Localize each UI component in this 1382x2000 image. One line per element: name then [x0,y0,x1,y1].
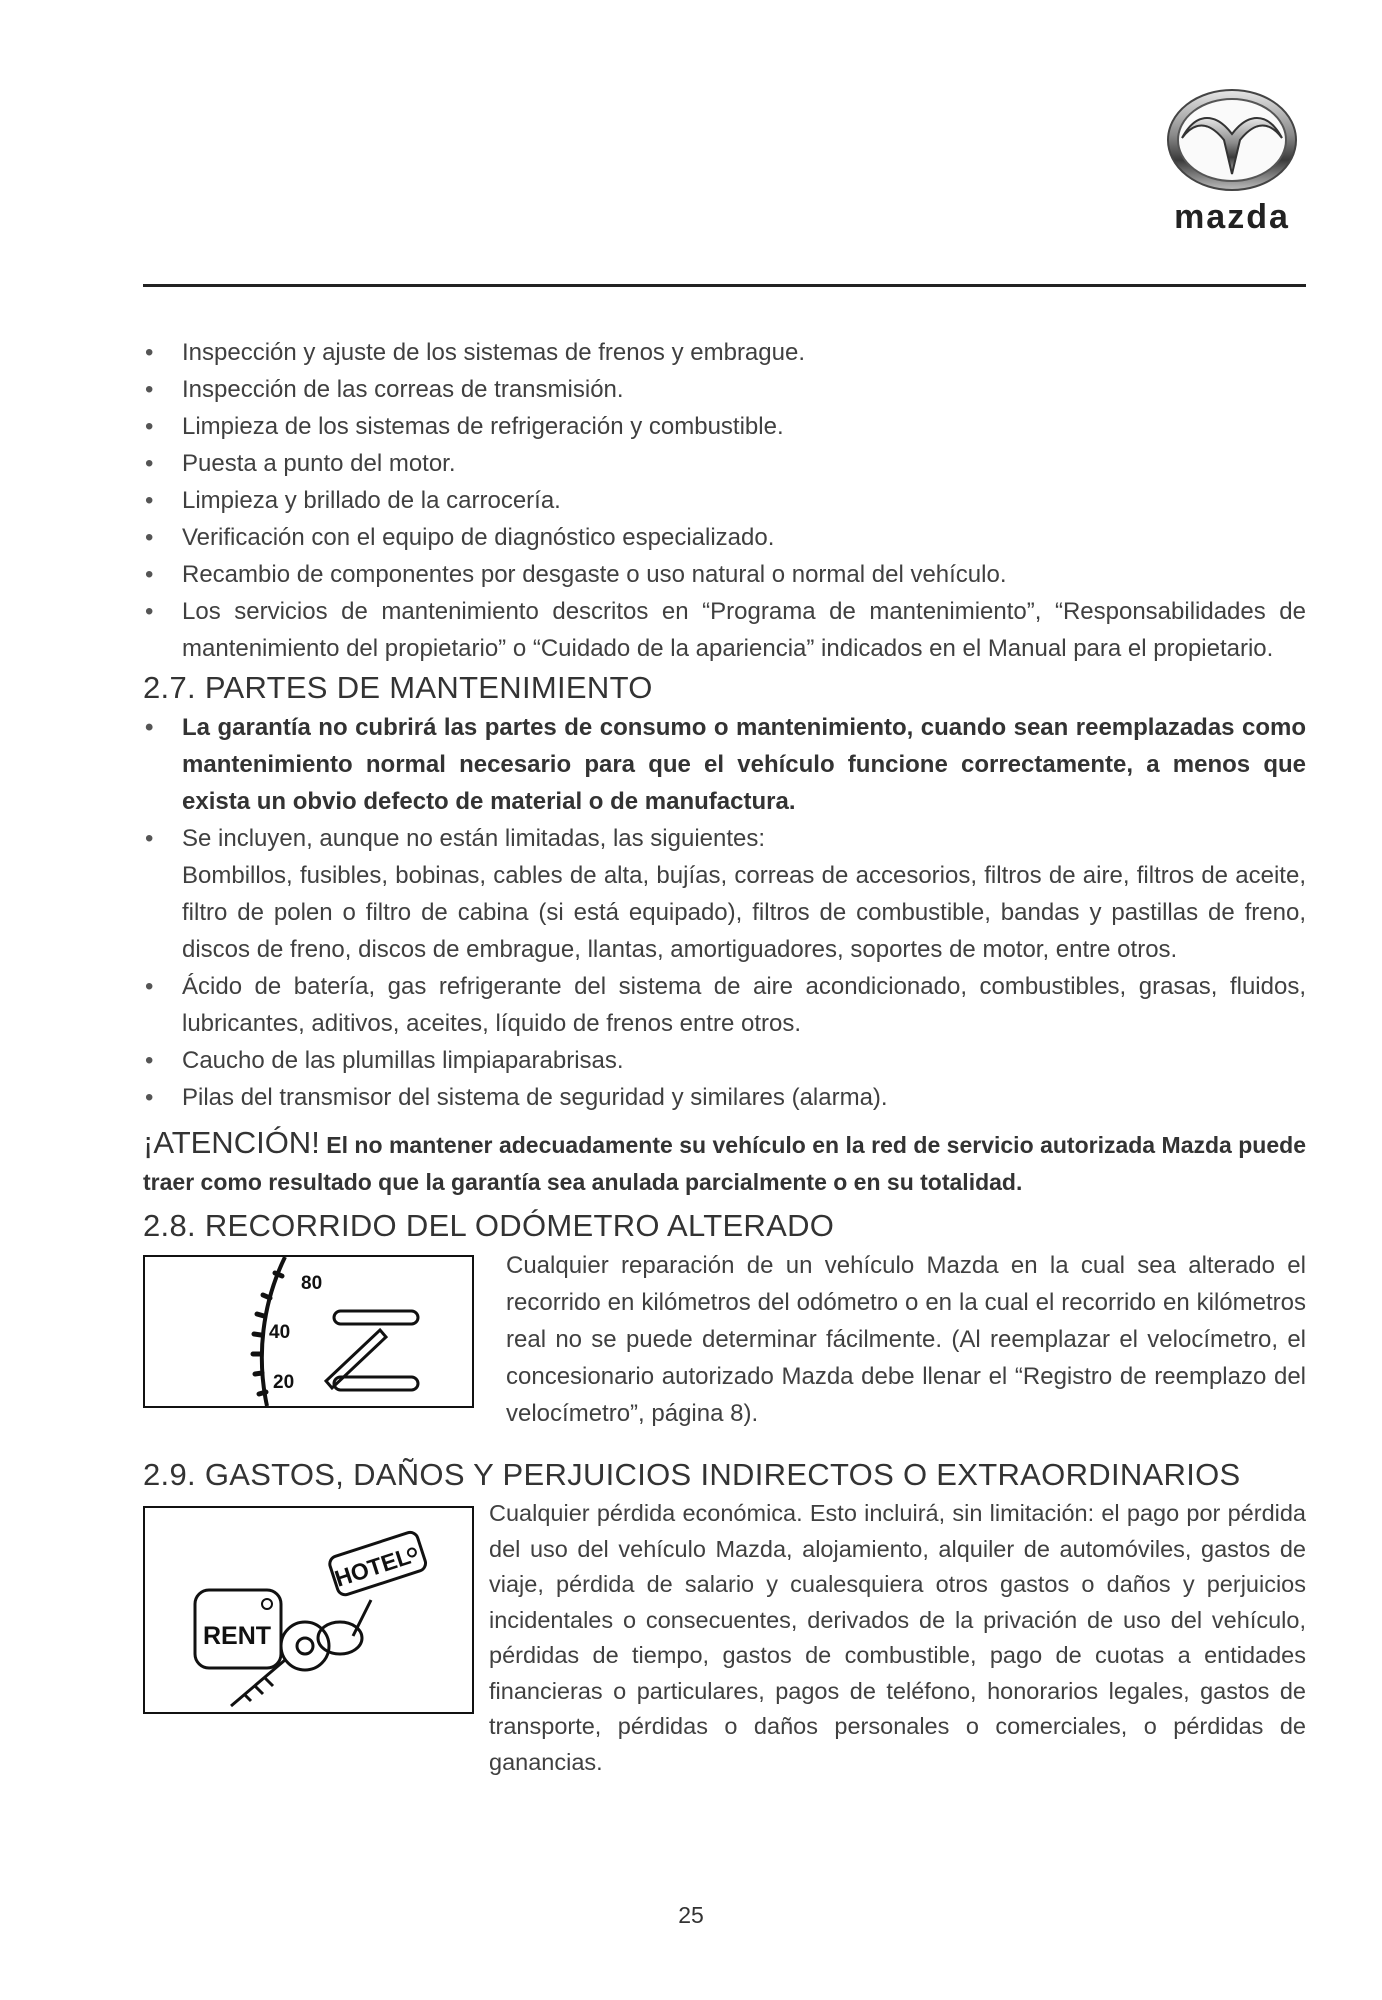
rent-hotel-figure [143,1506,474,1714]
page-content [143,334,1306,1780]
hotel-tag-label: HOTEL [331,1542,414,1592]
gauge-label-80: 80 [301,1273,323,1294]
speedometer-icon [145,1257,472,1406]
list-item: • Los servicios de mantenimiento descritos en “Programa de mantenimiento”, “Responsabilidades de mantenimiento del propietario” o “Cuidado de la apariencia” indicados en el Manual para el propietario. [143,593,1306,667]
list-item: • Recambio de componentes por desgaste o uso natural o normal del vehículo. [143,556,1306,593]
gauge-label-20: 20 [273,1372,295,1393]
list-item: • Ácido de batería, gas refrigerante del sistema de aire acondicionado, combustibles, grasas, fluidos, lubricantes, aditivos, aceites, líquido de frenos entre otros. [143,968,1306,1042]
odometer-figure [143,1255,474,1408]
list-item: • La garantía no cubrirá las partes de consumo o mantenimiento, cuando sean reemplazadas como mantenimiento normal necesario para que el vehículo funcione correctamente, a menos que exista un obvio defecto de material o de manufactura. [143,709,1306,820]
list-item: • Inspección de las correas de transmisión. [143,371,1306,408]
list-item: • Puesta a punto del motor. [143,445,1306,482]
page-number: 25 [678,1902,704,1928]
list-item [143,820,1306,968]
section-2-7-title: 2.7. PARTES DE MANTENIMIENTO [143,670,653,705]
rent-tag-label: RENT [202,1622,272,1650]
list-item: • Limpieza de los sistemas de refrigeración y combustible. [143,408,1306,445]
section-2-8-title: 2.8. RECORRIDO DEL ODÓMETRO ALTERADO [143,1208,835,1243]
gauge-label-40: 40 [269,1322,291,1343]
list-item: • Verificación con el equipo de diagnóstico especializado. [143,519,1306,556]
attention-notice [143,1124,1306,1201]
included-intro: • Se incluyen, aunque no están limitadas, las siguientes: [182,825,766,852]
expenses-row [143,1496,1306,1780]
logo-wordmark: mazda [1174,198,1290,236]
mazda-logo [1152,88,1312,238]
list-item: • Inspección y ajuste de los sistemas de frenos y embrague. [143,334,1306,371]
mazda-emblem-icon [1152,88,1312,238]
list-item: • Limpieza y brillado de la carrocería. [143,482,1306,519]
section-2-9-title: 2.9. GASTOS, DAÑOS Y PERJUICIOS INDIRECTOS O EXTRAORDINARIOS [143,1457,1241,1492]
rent-hotel-key-icon [145,1508,472,1712]
expenses-text: Cualquier pérdida económica. Esto incluirá, sin limitación: el pago por pérdida del uso del vehículo Mazda, alojamiento, alquiler de automóviles, gastos de viaje, pérdida de salario y cualesquiera otros gastos o daños y perjuicios incidentales o consecuentes, derivados de la privación de uso del vehículo, pérdidas de tiempo, gastos de combustible, pago de cuotas a entidades financieras o particulares, pagos de teléfono, honorarios legales, gastos de transporte, pérdidas o daños personales o comerciales, o pérdidas de ganancias. [489,1500,1306,1775]
list-item: • Pilas del transmisor del sistema de seguridad y similares (alarma). [143,1079,1306,1116]
odometer-text: Cualquier reparación de un vehículo Mazda en la cual sea alterado el recorrido en kilómetros del odómetro o en la cual el recorrido en kilómetros real no se puede determinar fácilmente. (Al reemplazar el velocímetro, el concesionario autorizado Mazda debe llenar el “Registro de reemplazo del velocímetro”, página 8). [506,1252,1306,1427]
attention-text: El no mantener adecuadamente su vehículo en la red de servicio autorizada Mazda puede traer como resultado que la garantía sea anulada parcialmente o en su totalidad. [143,1132,1306,1195]
header-rule [143,284,1306,287]
included-parts: Bombillos, fusibles, bobinas, cables de alta, bujías, correas de accesorios, filtros de aire, filtros de aceite, filtro de polen o filtro de cabina (si está equipado), filtros de combustible, bandas y pastillas de freno, discos de freno, discos de embrague, llantas, amortiguadores, soportes de motor, entre otros. [182,862,1306,963]
maintenance-parts-list [143,709,1306,1116]
list-item: • Caucho de las plumillas limpiaparabrisas. [143,1042,1306,1079]
attention-label: ¡ATENCIÓN! [143,1125,320,1160]
odometer-row [143,1247,1306,1432]
service-list [143,334,1306,667]
